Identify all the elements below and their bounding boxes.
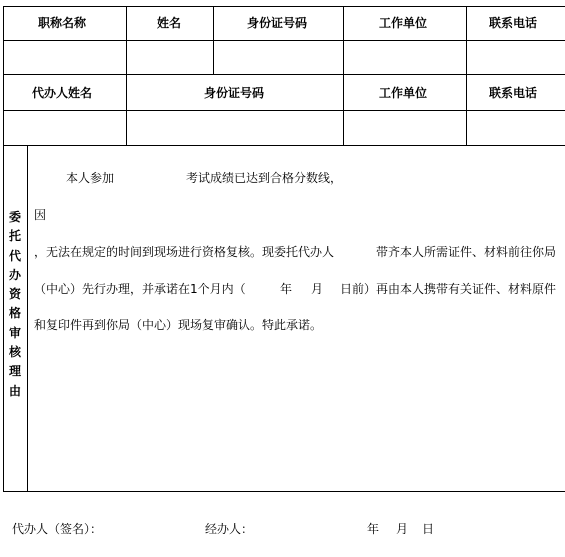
footer-month: 月 [396, 522, 409, 536]
section-label-char: 理 [8, 364, 21, 379]
header-agent-phone: 联系电话 [489, 86, 538, 100]
footer-handler: 经办人： [205, 522, 254, 536]
row-line [3, 110, 565, 111]
table-border-bottom [3, 491, 565, 492]
body-line1-a: 本人参加 [66, 171, 115, 185]
section-label-char: 委 [8, 210, 21, 224]
row-line [3, 40, 565, 41]
body-line3-a: ，无法在规定的时间到现场进行资格复核。现委托代办人 [34, 245, 335, 259]
footer-day: 日 [422, 522, 435, 536]
divider-vertical [27, 145, 28, 491]
header-title-name: 职称名称 [38, 16, 87, 30]
section-label-char: 审 [8, 325, 21, 340]
section-label-char: 核 [8, 345, 21, 360]
footer-agent-signature: 代办人（签名）： [12, 522, 103, 536]
header-name: 姓名 [157, 16, 182, 30]
header-agent-work-unit: 工作单位 [379, 86, 428, 100]
body-line4-b: 日前）再由本人携带有关证件、材料原件 [340, 282, 557, 296]
row-line [3, 145, 565, 146]
section-label-char: 资 [8, 287, 21, 302]
divider-vertical [466, 6, 467, 145]
table-border-top [3, 6, 565, 7]
body-line4-year: 年 [280, 282, 293, 296]
header-work-unit: 工作单位 [379, 16, 428, 30]
body-line5: 和复印件再到你局（中心）现场复审确认。特此承诺。 [34, 318, 323, 332]
section-label-char: 由 [8, 383, 21, 398]
body-line3-b: 带齐本人所需证件、材料前往你局 [376, 245, 557, 259]
section-label-char: 格 [8, 306, 21, 321]
header-agent-name: 代办人姓名 [32, 86, 93, 100]
header-agent-id-number: 身份证号码 [204, 86, 265, 100]
row-line [3, 74, 565, 75]
divider-vertical [343, 6, 344, 145]
section-label-vertical [3, 208, 27, 401]
body-line4-a: （中心）先行办理，并承诺在1个月内（ [34, 282, 246, 296]
section-label-char: 代 [8, 248, 21, 263]
header-id-number: 身份证号码 [247, 16, 308, 30]
divider-vertical [126, 6, 127, 145]
section-label-char: 托 [8, 229, 21, 244]
section-label-char: 办 [8, 267, 21, 282]
body-line2: 因 [34, 208, 47, 222]
body-line1-b: 考试成绩已达到合格分数线， [186, 171, 343, 185]
body-line4-month: 月 [311, 282, 324, 296]
header-phone: 联系电话 [489, 16, 538, 30]
footer-year: 年 [367, 522, 380, 536]
